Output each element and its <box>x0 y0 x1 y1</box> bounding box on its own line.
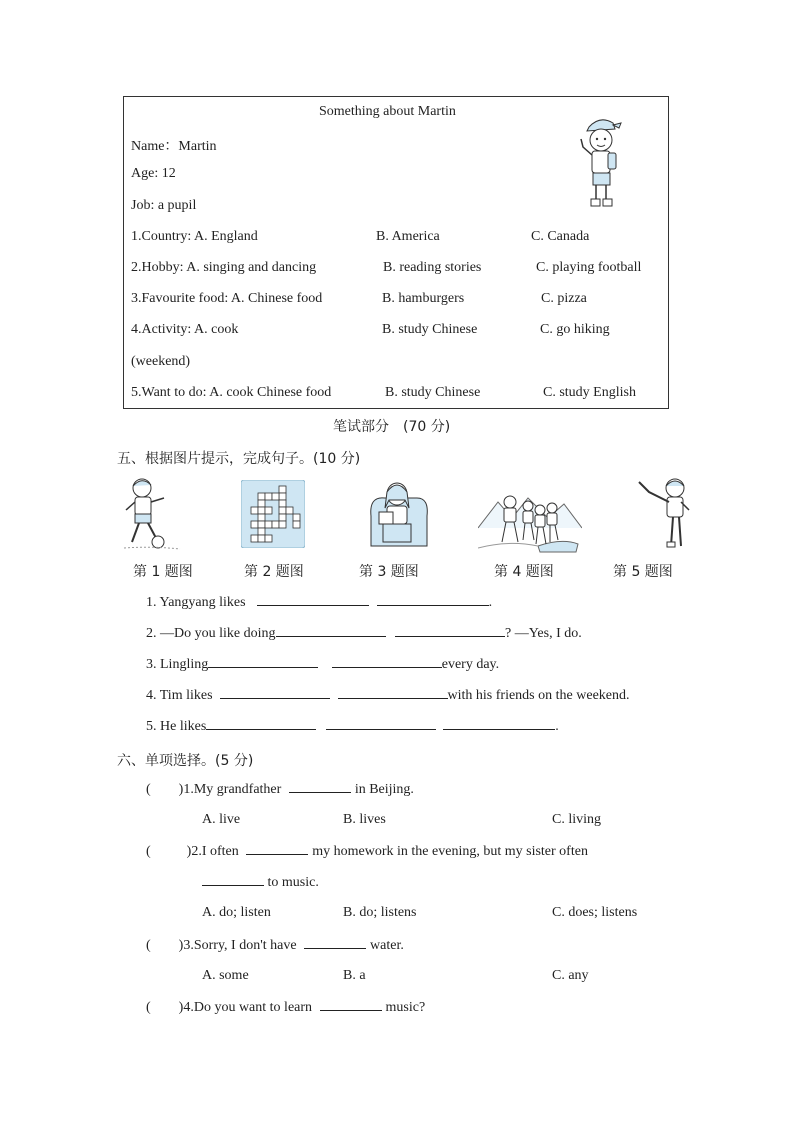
sentence-5: 5. He likes . <box>146 719 559 734</box>
card-title: Something about Martin <box>319 104 456 119</box>
answer-blank[interactable] <box>326 718 436 730</box>
card-age: Age: 12 <box>131 166 176 181</box>
q3-option-b: B. a <box>343 968 366 983</box>
q3-option-c: C. any <box>552 968 589 983</box>
q1-option-b: B. lives <box>343 812 386 827</box>
answer-blank[interactable] <box>246 843 308 855</box>
martin-illustration <box>575 113 625 213</box>
caption-picture-4: 第 4 题图 <box>494 564 554 580</box>
sentence-2: 2. —Do you like doing ? —Yes, I do. <box>146 626 582 641</box>
card-job: Job: a pupil <box>131 198 197 213</box>
question-3: ( )3.Sorry, I don't have water. <box>146 938 404 953</box>
section5-heading: 五、根据图片提示，完成句子。(10 分) <box>117 451 361 467</box>
sentence-3: 3. Lingling every day. <box>146 657 500 672</box>
answer-blank[interactable] <box>395 625 505 637</box>
answer-blank[interactable] <box>332 656 442 668</box>
q1-option-c: C. living <box>552 812 602 827</box>
card-row-4-cont: (weekend) <box>131 354 191 369</box>
q2-option-c: C. does; listens <box>552 905 638 920</box>
q1-option-a: A. live <box>202 812 241 827</box>
answer-blank[interactable] <box>289 781 351 793</box>
picture-2-crossword <box>241 480 305 548</box>
q2-option-a: A. do; listen <box>202 905 271 920</box>
picture-5-kungfu <box>633 476 693 552</box>
answer-blank[interactable] <box>208 656 318 668</box>
question-1: ( )1.My grandfather in Beijing. <box>146 782 414 797</box>
picture-3-reading <box>365 476 431 552</box>
caption-picture-3: 第 3 题图 <box>359 564 419 580</box>
question-2-line2: to music. <box>202 874 319 891</box>
sentence-4: 4. Tim likes with his friends on the weekend. <box>146 688 630 703</box>
question-4: ( )4.Do you want to learn music? <box>146 1000 426 1015</box>
answer-blank[interactable] <box>320 999 382 1011</box>
q3-option-a: A. some <box>202 968 249 983</box>
card-name: Name：Martin <box>131 139 217 154</box>
answer-blank[interactable] <box>443 718 555 730</box>
q2-option-b: B. do; listens <box>343 905 417 920</box>
section6-heading: 六、单项选择。(5 分) <box>117 753 254 769</box>
answer-blank[interactable] <box>276 625 386 637</box>
caption-picture-5: 第 5 题图 <box>613 564 673 580</box>
answer-blank[interactable] <box>202 874 264 886</box>
sentence-1: 1. Yangyang likes . <box>146 595 493 610</box>
written-part-heading: 笔试部分 (70 分) <box>333 419 451 435</box>
picture-1-football <box>122 476 184 552</box>
caption-picture-1: 第 1 题图 <box>133 564 193 580</box>
question-2: ( )2.I often my homework in the evening, but my sister often <box>146 844 588 859</box>
answer-blank[interactable] <box>220 687 330 699</box>
answer-blank[interactable] <box>304 937 366 949</box>
answer-blank[interactable] <box>377 594 489 606</box>
caption-picture-2: 第 2 题图 <box>244 564 304 580</box>
picture-4-hiking <box>478 488 582 554</box>
answer-blank[interactable] <box>257 594 369 606</box>
answer-blank[interactable] <box>338 687 448 699</box>
answer-blank[interactable] <box>206 718 316 730</box>
